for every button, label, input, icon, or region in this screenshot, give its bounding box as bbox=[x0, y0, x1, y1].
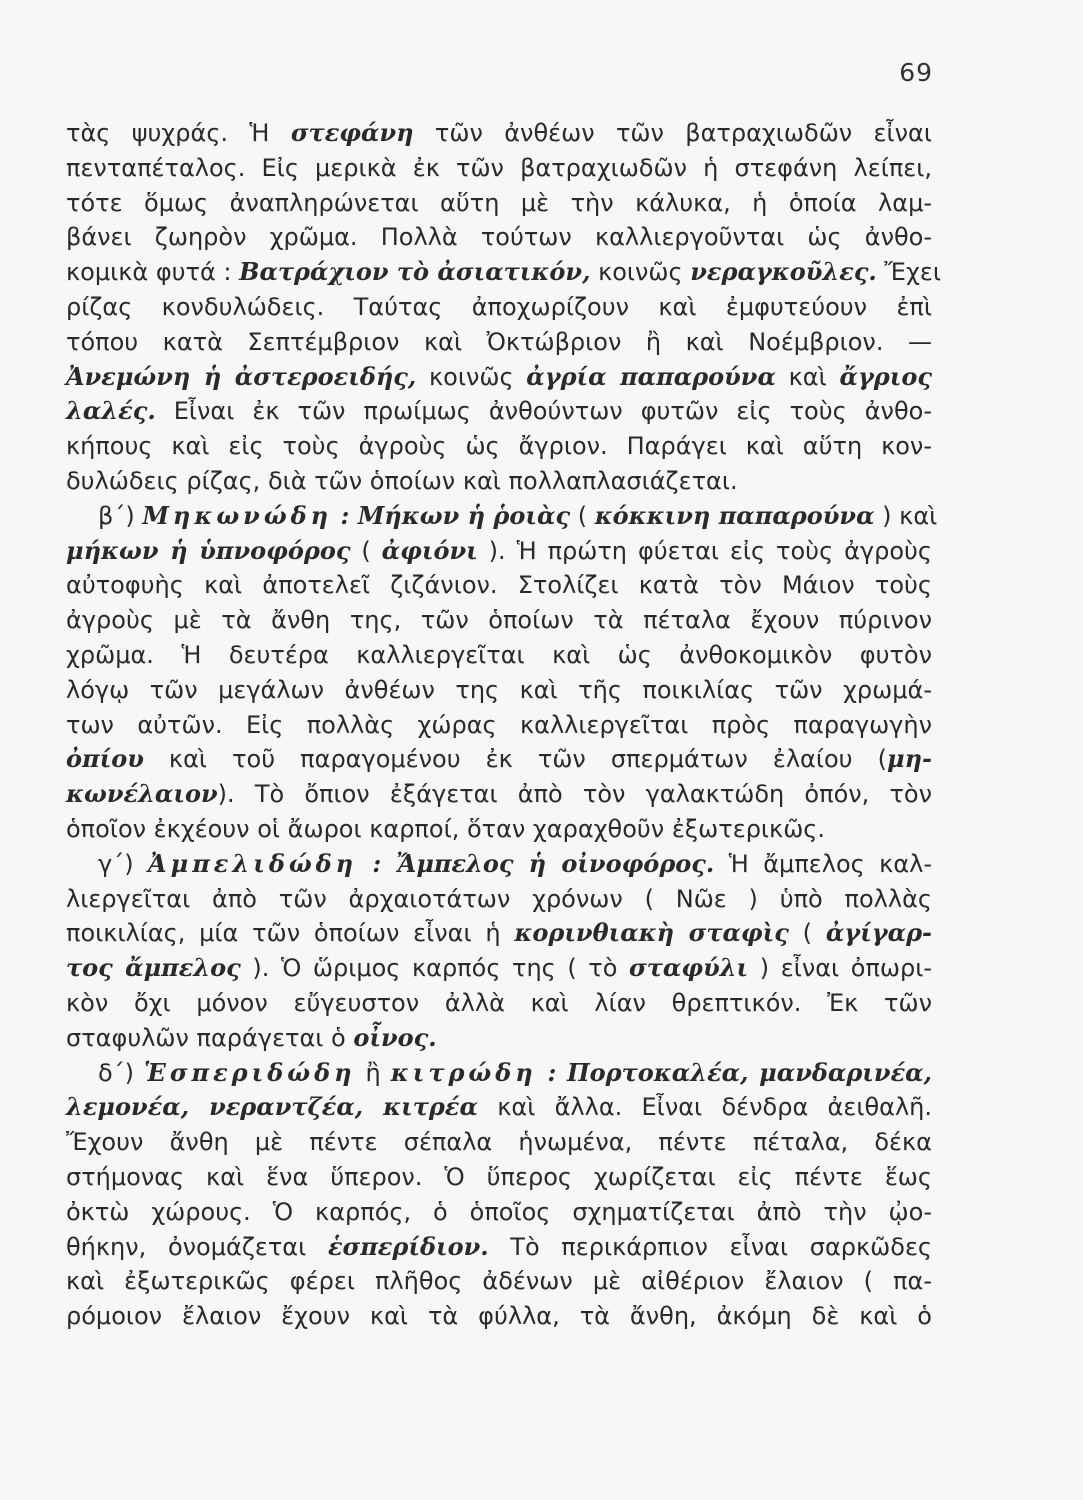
page-number: 69 bbox=[899, 58, 933, 87]
text-segment: θήκην, ὀνομάζεται bbox=[66, 1232, 328, 1261]
text-segment: κοινῶς bbox=[416, 362, 527, 391]
text-segment: Ἔχει bbox=[876, 258, 941, 287]
text-line bbox=[66, 638, 932, 673]
text-line bbox=[66, 186, 932, 221]
text-segment: ἀγροὺς μὲ τὰ ἄνθη της, τῶν ὁποίων τὰ πέταλα ἔχουν πύρινον bbox=[66, 606, 932, 635]
text-line bbox=[66, 1160, 932, 1195]
text-line bbox=[66, 673, 932, 708]
text-segment: ποικιλίας, μία τῶν ὁποίων εἶναι ἡ bbox=[66, 919, 515, 948]
emphasis-text: Μήκων ἡ ῥοιὰς bbox=[357, 500, 571, 530]
text-line bbox=[66, 1264, 932, 1299]
text-segment: δ´) bbox=[98, 1058, 145, 1087]
emphasis-text: μη- bbox=[887, 744, 932, 774]
text-segment: πενταπέταλος. Εἰς μερικὰ ἐκ τῶν βατραχιωδῶν ἡ στεφάνη λείπει, bbox=[66, 153, 932, 182]
emphasis-text: : bbox=[332, 500, 358, 530]
text-line bbox=[66, 220, 932, 255]
text-line bbox=[66, 290, 932, 325]
text-segment: τότε ὅμως ἀναπληρώνεται αὕτη μὲ τὴν κάλυκα, ἡ ὁποία λαμ- bbox=[66, 188, 932, 217]
text-segment: Τὸ περικάρπιον εἶναι σαρκῶδες bbox=[488, 1232, 932, 1261]
text-line bbox=[66, 1021, 932, 1056]
text-segment: καὶ ἐξωτερικῶς φέρει πλῆθος ἀδένων μὲ αἰθέριον ἔλαιον ( πα- bbox=[66, 1267, 932, 1296]
text-segment: βάνει ζωηρὸν χρῶμα. Πολλὰ τούτων καλλιεργοῦνται ὡς ἀνθο- bbox=[66, 223, 932, 252]
emphasis-text: ἀγίγαρ- bbox=[825, 918, 932, 948]
text-segment: καὶ τοῦ παραγομένου ἐκ τῶν σπερμάτων ἐλαίου ( bbox=[143, 745, 888, 774]
text-line bbox=[66, 394, 932, 429]
text-segment: ρόμοιον ἔλαιον ἔχουν καὶ τὰ φύλλα, τὰ ἄνθη, ἀκόμη δὲ καὶ ὁ bbox=[66, 1302, 932, 1331]
text-segment: Εἶναι ἐκ τῶν πρωίμως ἀνθούντων φυτῶν εἰς τοὺς ἀνθο- bbox=[155, 397, 932, 426]
text-line bbox=[66, 1230, 932, 1265]
text-line bbox=[66, 1056, 932, 1091]
text-segment: ὀκτὼ χώρους. Ὁ καρπός, ὁ ὁποῖος σχηματίζεται ἀπὸ τὴν ᾠο- bbox=[66, 1197, 932, 1226]
emphasis-text: κιτρώδη bbox=[390, 1057, 537, 1087]
text-segment: τῶν ἀνθέων τῶν βατραχιωδῶν εἶναι bbox=[413, 119, 932, 147]
text-line bbox=[66, 742, 932, 777]
text-segment: τὰς ψυχράς. Ἡ bbox=[66, 119, 291, 147]
text-segment: χρῶμα. Ἡ δευτέρα καλλιεργεῖται καὶ ὡς ἀνθοκομικὸν φυτὸν bbox=[66, 640, 932, 669]
emphasis-text: ὀπίου bbox=[66, 744, 144, 774]
emphasis-text: οἶνος. bbox=[353, 1022, 437, 1052]
emphasis-text: ἀφιόνι bbox=[381, 535, 478, 565]
text-segment: ( bbox=[570, 501, 595, 530]
text-line bbox=[66, 916, 932, 951]
text-segment: ( bbox=[350, 536, 382, 565]
emphasis-text: ἑσπερίδιον. bbox=[327, 1231, 489, 1261]
text-line bbox=[66, 951, 932, 986]
text-line bbox=[66, 116, 932, 151]
text-segment: ἢ bbox=[355, 1058, 391, 1087]
text-segment: Ἡ ἄμπελος καλ- bbox=[714, 849, 932, 878]
text-line bbox=[66, 812, 932, 847]
text-segment: των αὐτῶν. Εἰς πολλὰς χώρας καλλιεργεῖται πρὸς παραγωγὴν bbox=[66, 710, 932, 739]
emphasis-text: τος ἄμπελος bbox=[66, 953, 241, 983]
text-line bbox=[66, 708, 932, 743]
text-segment: ( bbox=[788, 919, 826, 948]
text-segment: ). Τὸ ὄπιον ἐξάγεται ἀπὸ τὸν γαλακτώδη ὀπόν, τὸν bbox=[217, 780, 932, 809]
text-line bbox=[66, 603, 932, 638]
emphasis-text: : Πορτοκαλέα, μανδαρινέα, bbox=[536, 1057, 932, 1087]
text-segment: λιεργεῖται ἀπὸ τῶν ἀρχαιοτάτων χρόνων ( Νῶε ) ὑπὸ πολλὰς bbox=[66, 884, 932, 913]
emphasis-text: ἄγριος bbox=[839, 361, 932, 391]
emphasis-text: κωνέλαιον bbox=[66, 779, 218, 809]
text-segment: καὶ bbox=[775, 362, 840, 391]
text-segment: κήπους καὶ εἰς τοὺς ἀγροὺς ὡς ἄγριον. Παράγει καὶ αὕτη κον- bbox=[66, 432, 932, 461]
text-line bbox=[66, 429, 932, 464]
body-text bbox=[66, 116, 941, 1334]
text-line bbox=[66, 360, 932, 395]
text-segment: γ´) bbox=[98, 849, 149, 878]
emphasis-text: μήκων ἡ ὑπνοφόρος bbox=[66, 535, 351, 565]
text-line bbox=[66, 325, 932, 360]
text-segment: τόπου κατὰ Σεπτέμβριον καὶ Ὀκτώβριον ἢ καὶ Νοέμβριον. — bbox=[66, 327, 932, 356]
text-line bbox=[66, 499, 938, 534]
emphasis-text: : Ἄμπελος ἡ οἰνοφόρος. bbox=[357, 848, 715, 878]
text-segment: κοινῶς bbox=[590, 258, 691, 287]
emphasis-text: λεμονέα, νεραντζέα, κιτρέα bbox=[66, 1092, 478, 1122]
emphasis-text: νεραγκοῦλες. bbox=[690, 257, 877, 287]
text-line bbox=[66, 847, 932, 882]
text-segment: ) καὶ bbox=[874, 501, 938, 530]
text-line bbox=[66, 151, 932, 186]
text-segment: ρίζας κονδυλώδεις. Ταύτας ἀποχωρίζουν καὶ ἐμφυτεύουν ἐπὶ bbox=[66, 292, 932, 321]
text-line bbox=[66, 882, 932, 917]
text-segment: ). Ὁ ὥριμος καρπός της ( τὸ bbox=[240, 954, 630, 983]
text-line bbox=[66, 534, 932, 569]
text-line bbox=[66, 1125, 932, 1160]
emphasis-text: σταφύλι bbox=[629, 953, 749, 983]
emphasis-text: λαλές. bbox=[66, 396, 156, 426]
text-segment: κὸν ὄχι μόνον εὔγευστον ἀλλὰ καὶ λίαν θρεπτικόν. Ἐκ τῶν bbox=[66, 988, 932, 1017]
emphasis-text: κόκκινη παπαρούνα bbox=[594, 500, 875, 530]
text-segment: κομικὰ φυτά : bbox=[66, 258, 240, 287]
emphasis-text: κορινθιακὴ σταφὶς bbox=[514, 918, 789, 948]
text-line bbox=[66, 255, 941, 290]
text-segment: ) εἶναι ὀπωρι- bbox=[748, 954, 933, 983]
text-segment: λόγῳ τῶν μεγάλων ἀνθέων της καὶ τῆς ποικιλίας τῶν χρωμά- bbox=[66, 675, 932, 704]
emphasis-text: Ἀμπελιδώδη bbox=[148, 848, 358, 878]
text-segment: σταφυλῶν παράγεται ὁ bbox=[66, 1023, 354, 1052]
text-line bbox=[66, 464, 932, 499]
emphasis-text: Μηκωνώδη bbox=[142, 500, 333, 530]
text-segment: αὐτοφυὴς καὶ ἀποτελεῖ ζιζάνιον. Στολίζει κατὰ τὸν Μάιον τοὺς bbox=[66, 571, 932, 600]
text-line bbox=[66, 986, 932, 1021]
text-line bbox=[66, 1090, 932, 1125]
text-segment: ὁποῖον ἐκχέουν οἱ ἄωροι καρποί, ὅταν χαραχθοῦν ἐξωτερικῶς. bbox=[66, 814, 826, 843]
text-segment: στήμονας καὶ ἕνα ὕπερον. Ὁ ὕπερος χωρίζεται εἰς πέντε ἕως bbox=[66, 1162, 932, 1191]
text-line bbox=[66, 1195, 932, 1230]
emphasis-text: Ἀνεμώνη ἡ ἀστεροειδής, bbox=[66, 361, 417, 391]
text-segment: δυλώδεις ρίζας, διὰ τῶν ὁποίων καὶ πολλαπλασιάζεται. bbox=[66, 466, 738, 495]
text-segment: β´) bbox=[98, 501, 143, 530]
emphasis-text: στεφάνη bbox=[290, 118, 414, 147]
emphasis-text: Βατράχιον τὸ ἀσιατικόν, bbox=[239, 257, 591, 287]
text-segment: καὶ ἄλλα. Εἶναι δένδρα ἀειθαλῆ. bbox=[477, 1093, 933, 1122]
text-line bbox=[66, 1299, 932, 1334]
emphasis-text: Ἑσπεριδώδη bbox=[144, 1057, 356, 1087]
emphasis-text: ἀγρία παπαρούνα bbox=[526, 361, 776, 391]
text-segment: Ἔχουν ἄνθη μὲ πέντε σέπαλα ἡνωμένα, πέντε πέταλα, δέκα bbox=[66, 1128, 932, 1157]
text-line bbox=[66, 777, 932, 812]
text-line bbox=[66, 568, 932, 603]
text-segment: ). Ἡ πρώτη φύεται εἰς τοὺς ἀγροὺς bbox=[477, 536, 932, 565]
